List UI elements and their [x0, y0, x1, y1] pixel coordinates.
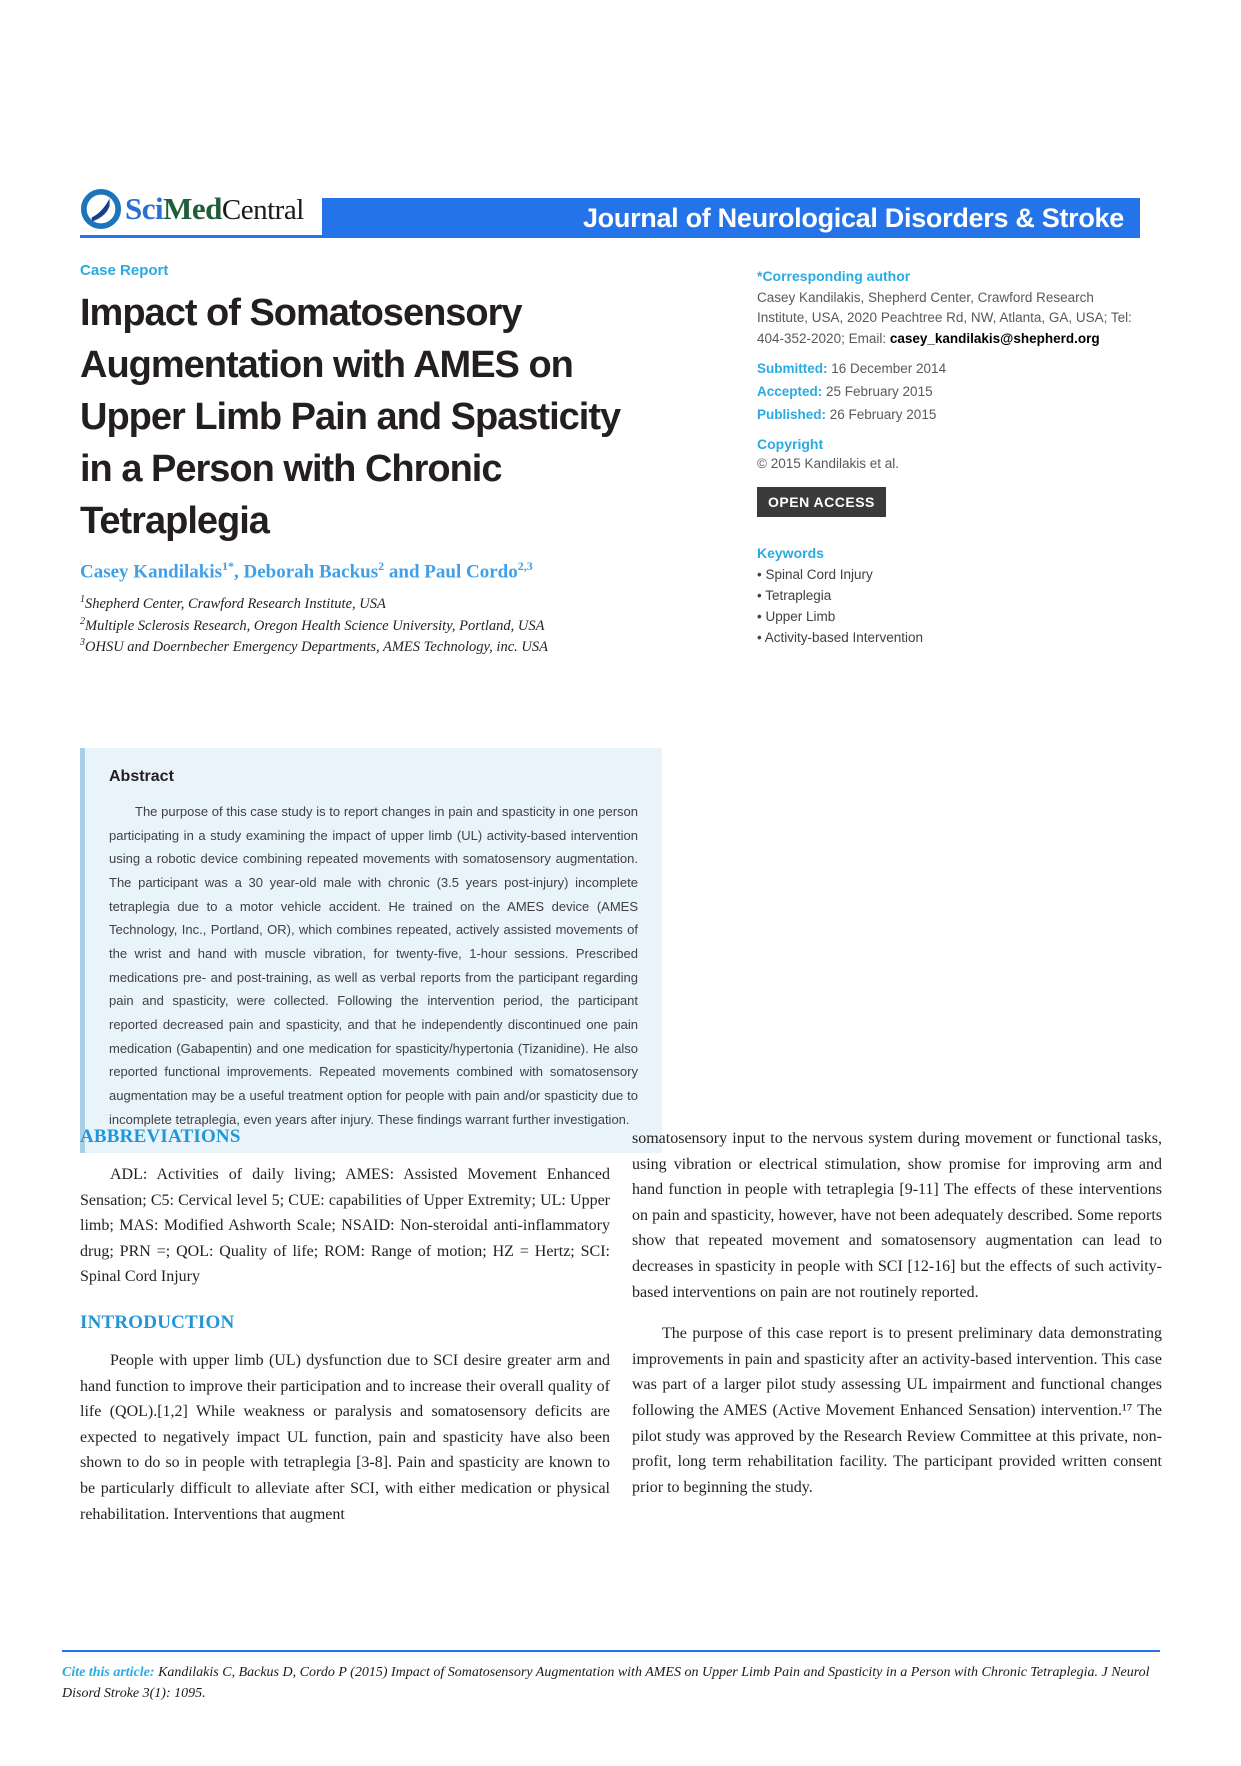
author-name: Deborah Backus [243, 561, 379, 583]
affiliation-superscript: 3 [80, 637, 85, 649]
published-row [757, 407, 1147, 422]
cite-this-article-label: Cite this article: [62, 1665, 159, 1680]
affiliation-superscript: 1 [80, 594, 85, 606]
publisher-logo [80, 182, 322, 238]
introduction-paragraph-continued: somatosensory input to the nervous system during movement or functional tasks, using vibration or electrical stimulation, show promise for improving arm and hand function in people with tetraplegia [9-11] The effects of these interventions on pain and spasticity, however, have not been adequately described. Some reports show that repeated movement and somatosensory augmentation can lead to decreases in spasticity in people with SCI [12-16] but the effects of such activity-based interventions on pain are not routinely reported. [632, 1130, 1162, 1301]
scimed-circle-icon [80, 188, 122, 230]
copyright-text: © 2015 Kandilakis et al. [757, 455, 900, 471]
left-column [80, 1126, 610, 1527]
headline-block [80, 262, 645, 658]
submitted-row [757, 361, 1147, 376]
keyword-item: • Tetraplegia [757, 588, 1147, 603]
accepted-row [757, 384, 1147, 399]
author-separator: and [384, 561, 425, 583]
logo-med: Med [163, 190, 222, 226]
corresponding-author-text [757, 288, 1147, 349]
copyright-block [757, 436, 1147, 471]
title-line: in a Person with Chronic [80, 448, 502, 490]
affiliation-item [80, 593, 645, 614]
accepted-label: Accepted: [757, 383, 823, 399]
affiliation-superscript: 2 [80, 615, 85, 627]
abbreviations-body: ADL: Activities of daily living; AMES: Assisted Movement Enhanced Sensation; C5: Cervical level 5; CUE: capabilities of Upper Extremity; UL: Upper limb; MAS: Modified Ashworth Scale; NSAID: Non-steroidal anti-inflammatory drug; PRN =; QOL: Quality of life; ROM: Range of motion; HZ = Hertz; SCI: Spinal Cord Injury [80, 1166, 610, 1286]
copyright-heading: Copyright [757, 435, 824, 452]
affiliation-text: Shepherd Center, Crawford Research Institute, USA [85, 596, 386, 613]
title-line: Tetraplegia [80, 500, 269, 542]
title-line: Upper Limb Pain and Spasticity [80, 396, 621, 438]
affiliation-text: OHSU and Doernbecher Emergency Departments, AMES Technology, inc. USA [85, 638, 548, 655]
keywords-heading: Keywords [757, 544, 824, 561]
keywords-list [757, 567, 1147, 645]
published-label: Published: [757, 406, 827, 422]
open-access-badge: OPEN ACCESS [757, 487, 886, 517]
logo-central: Central [221, 193, 304, 226]
journal-title: Journal of Neurological Disorders & Stroke [582, 203, 1124, 233]
authors-line [80, 559, 645, 583]
title-line: Augmentation with AMES on [80, 344, 573, 386]
keywords-block [757, 545, 1147, 645]
right-column [632, 1126, 1162, 1527]
title-line: Impact of Somatosensory [80, 292, 522, 334]
category-label: Case Report [80, 262, 169, 279]
introduction-paragraph-left: People with upper limb (UL) dysfunction due to SCI desire greater arm and hand function to improve their participation and to increase their overall quality of life (QOL).[1,2] While weakness or paralysis and somatosensory deficits are expected to negatively impact UL function, pain and spasticity have also been shown to do so in people with tetraplegia [3-8]. Pain and spasticity are known to be particularly difficult to alleviate after SCI, with either medication or physical rehabilitation. Interventions that augment [80, 1351, 610, 1523]
affiliations [80, 593, 645, 657]
submitted-value: 16 December 2014 [827, 360, 947, 376]
section-heading-introduction: INTRODUCTION [80, 1311, 235, 1333]
introduction-paragraph-2: The purpose of this case report is to present preliminary data demonstrating improvements in pain and spasticity after an activity-based intervention. This case was part of a larger pilot study assessing UL impairment and functional changes following the AMES (Active Movement Enhanced Sensation) intervention.¹⁷ The pilot study was approved by the Research Review Committee at this private, non-profit, long term rehabilitation facility. The participant provided written consent prior to beginning the study. [632, 1325, 1162, 1496]
logo-sci: Sci [125, 190, 164, 226]
dates-block [757, 361, 1147, 422]
article-info-sidebar [757, 268, 1147, 651]
corresponding-author-email-link[interactable]: casey_kandilakis@shepherd.org [889, 330, 1100, 346]
body-columns [80, 1126, 1162, 1527]
author-superscript: 1* [222, 559, 235, 573]
keyword-item: • Upper Limb [757, 609, 1147, 624]
author-superscript: 2,3 [517, 559, 533, 573]
accepted-value: 25 February 2015 [822, 383, 933, 399]
affiliation-item [80, 636, 645, 657]
author-superscript: 2 [378, 559, 385, 573]
article-title [80, 287, 645, 547]
section-heading-abbreviations: ABBREVIATIONS [80, 1126, 241, 1147]
corresponding-author-address: Casey Kandilakis, Shepherd Center, Crawford Research Institute, USA, 2020 Peachtree Rd, NW, Atlanta, GA, USA; Tel: 404-352-2020; Email: [757, 290, 1132, 346]
keyword-item: • Activity-based Intervention [757, 630, 1147, 645]
submitted-label: Submitted: [757, 360, 828, 376]
author-name: Paul Cordo [424, 561, 518, 583]
author-name: Casey Kandilakis [80, 561, 223, 583]
journal-banner [322, 198, 1140, 238]
author-separator: , [234, 561, 244, 583]
logo-text [125, 191, 304, 227]
citation-footer [62, 1650, 1160, 1704]
cite-this-article-text: Kandilakis C, Backus D, Cordo P (2015) Impact of Somatosensory Augmentation with AMES on Upper Limb Pain and Spasticity in a Person with Chronic Tetraplegia. J Neurol Disord Stroke 3(1): 1095. [62, 1665, 1150, 1701]
keyword-item: • Spinal Cord Injury [757, 567, 1147, 582]
corresponding-author-heading: *Corresponding author [757, 268, 911, 284]
abstract-heading: Abstract [109, 768, 174, 785]
affiliation-item [80, 615, 645, 636]
affiliation-text: Multiple Sclerosis Research, Oregon Health Science University, Portland, USA [85, 617, 545, 634]
abstract-box [80, 748, 662, 1153]
abstract-body: The purpose of this case study is to report changes in pain and spasticity in one person participating in a study examining the impact of upper limb (UL) activity-based intervention using a robotic device combining repeated movements with somatosensory augmentation. The participant was a 30 year-old male with chronic (3.5 years post-injury) incomplete tetraplegia due to a motor vehicle accident. He trained on the AMES device (AMES Technology, Inc., Portland, OR), which combines repeated, actively assisted movements of the wrist and hand with muscle vibration, for twenty-five, 1-hour sessions. Prescribed medications pre- and post-training, as well as verbal reports from the participant regarding pain and spasticity, were collected. Following the intervention period, the participant reported decreased pain and spasticity, and that he independently discontinued one pain medication (Gabapentin) and one medication for spasticity/hypertonia (Tizanidine). He also reported functional improvements. Repeated movements combined with somatosensory augmentation may be a useful treatment option for people with pain and/or spasticity due to incomplete tetraplegia, even years after injury. These findings warrant further investigation. [109, 804, 638, 1127]
published-value: 26 February 2015 [826, 406, 937, 422]
